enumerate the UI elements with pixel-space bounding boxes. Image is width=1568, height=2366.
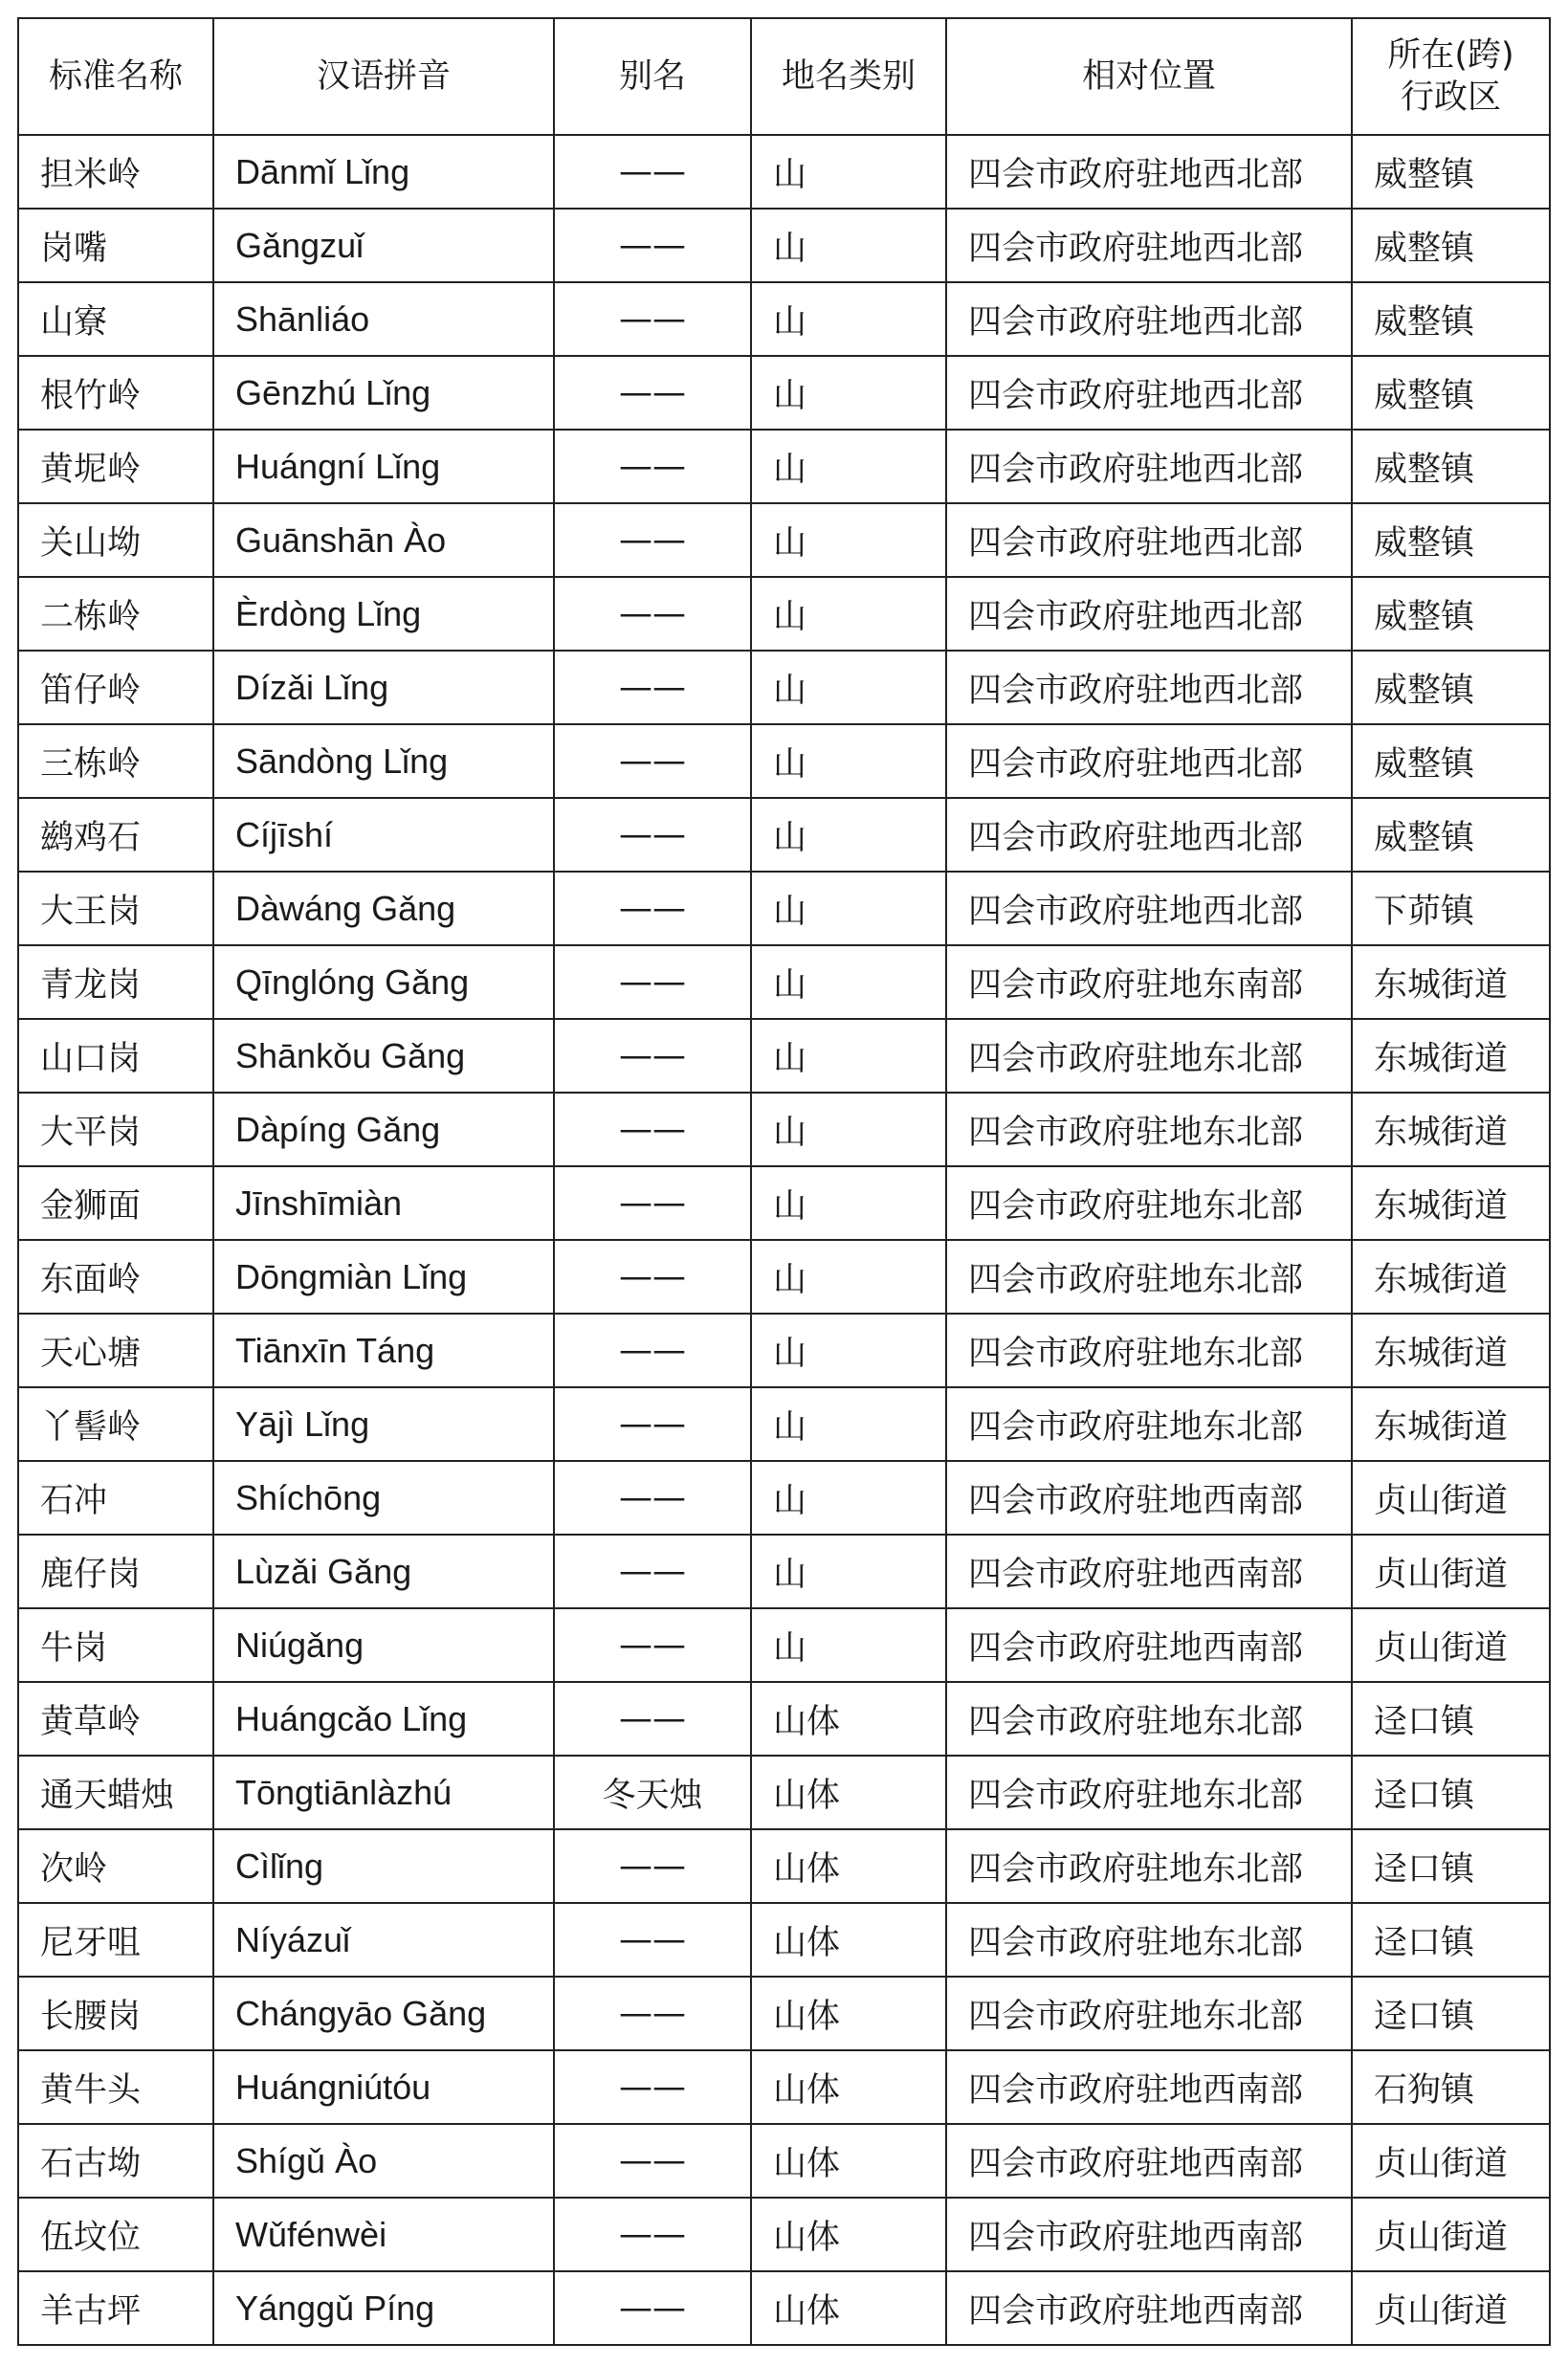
cell-position: 四会市政府驻地东北部 [946, 1314, 1352, 1387]
cell-district: 贞山街道 [1352, 2124, 1550, 2198]
cell-alias: —— [554, 1166, 751, 1240]
cell-category: 山 [751, 356, 946, 430]
cell-position: 四会市政府驻地西北部 [946, 872, 1352, 945]
table-row [18, 1019, 1550, 1093]
cell-position: 四会市政府驻地东北部 [946, 1977, 1352, 2050]
cell-pinyin: Dízǎi Lǐng [213, 651, 554, 724]
cell-district: 下茆镇 [1352, 872, 1550, 945]
cell-name: 青龙岗 [18, 945, 213, 1019]
cell-district: 东城街道 [1352, 1019, 1550, 1093]
cell-pinyin: Tiānxīn Táng [213, 1314, 554, 1387]
cell-name: 鹚鸡石 [18, 798, 213, 872]
cell-category: 山 [751, 872, 946, 945]
cell-alias: —— [554, 2198, 751, 2271]
header-category: 地名类别 [751, 18, 946, 135]
cell-pinyin: Niúgǎng [213, 1608, 554, 1682]
cell-alias: —— [554, 282, 751, 356]
cell-name: 鹿仔岗 [18, 1535, 213, 1608]
cell-pinyin: Chángyāo Gǎng [213, 1977, 554, 2050]
cell-pinyin: Huángní Lǐng [213, 430, 554, 503]
cell-category: 山 [751, 135, 946, 209]
cell-pinyin: Yājì Lǐng [213, 1387, 554, 1461]
table-row [18, 2271, 1550, 2345]
cell-name: 担米岭 [18, 135, 213, 209]
cell-category: 山 [751, 1019, 946, 1093]
header-position: 相对位置 [946, 18, 1352, 135]
cell-position: 四会市政府驻地西南部 [946, 1461, 1352, 1535]
cell-alias: —— [554, 798, 751, 872]
cell-position: 四会市政府驻地西南部 [946, 2124, 1352, 2198]
cell-name: 关山坳 [18, 503, 213, 577]
cell-name: 二栋岭 [18, 577, 213, 651]
cell-district: 东城街道 [1352, 1314, 1550, 1387]
table-row [18, 651, 1550, 724]
header-pinyin: 汉语拼音 [213, 18, 554, 135]
cell-alias: —— [554, 651, 751, 724]
cell-district: 东城街道 [1352, 1240, 1550, 1314]
cell-category: 山 [751, 1608, 946, 1682]
table-row [18, 135, 1550, 209]
cell-name: 大王岗 [18, 872, 213, 945]
cell-alias: —— [554, 724, 751, 798]
cell-alias: —— [554, 503, 751, 577]
cell-alias: —— [554, 430, 751, 503]
header-row [18, 18, 1550, 135]
cell-name: 山寮 [18, 282, 213, 356]
cell-alias: —— [554, 1608, 751, 1682]
cell-pinyin: Huángcǎo Lǐng [213, 1682, 554, 1756]
cell-pinyin: Lùzǎi Gǎng [213, 1535, 554, 1608]
table-row [18, 209, 1550, 282]
cell-category: 山 [751, 1314, 946, 1387]
cell-position: 四会市政府驻地西南部 [946, 2271, 1352, 2345]
cell-name: 岗嘴 [18, 209, 213, 282]
cell-position: 四会市政府驻地西北部 [946, 651, 1352, 724]
cell-alias: —— [554, 2271, 751, 2345]
table-row [18, 945, 1550, 1019]
cell-category: 山体 [751, 1829, 946, 1903]
cell-pinyin: Níyázuǐ [213, 1903, 554, 1977]
table-row [18, 1608, 1550, 1682]
cell-name: 黄牛头 [18, 2050, 213, 2124]
cell-pinyin: Huángniútóu [213, 2050, 554, 2124]
cell-name: 金狮面 [18, 1166, 213, 1240]
cell-category: 山体 [751, 2198, 946, 2271]
table-row [18, 724, 1550, 798]
table-row [18, 872, 1550, 945]
cell-district: 东城街道 [1352, 1387, 1550, 1461]
cell-pinyin: Dàwáng Gǎng [213, 872, 554, 945]
header-district [1352, 18, 1550, 135]
cell-pinyin: Guānshān Ào [213, 503, 554, 577]
cell-alias: —— [554, 1829, 751, 1903]
cell-alias: —— [554, 1682, 751, 1756]
cell-district: 东城街道 [1352, 1093, 1550, 1166]
cell-name: 长腰岗 [18, 1977, 213, 2050]
cell-name: 山口岗 [18, 1019, 213, 1093]
cell-position: 四会市政府驻地东南部 [946, 945, 1352, 1019]
cell-district: 威整镇 [1352, 651, 1550, 724]
cell-alias: —— [554, 1977, 751, 2050]
table-row [18, 1240, 1550, 1314]
cell-alias: —— [554, 209, 751, 282]
cell-position: 四会市政府驻地西北部 [946, 724, 1352, 798]
cell-pinyin: Èrdòng Lǐng [213, 577, 554, 651]
cell-category: 山 [751, 1093, 946, 1166]
cell-position: 四会市政府驻地东北部 [946, 1093, 1352, 1166]
cell-pinyin: Wǔfénwèi [213, 2198, 554, 2271]
cell-position: 四会市政府驻地西北部 [946, 209, 1352, 282]
cell-position: 四会市政府驻地东北部 [946, 1166, 1352, 1240]
cell-pinyin: Shānkǒu Gǎng [213, 1019, 554, 1093]
cell-pinyin: Sāndòng Lǐng [213, 724, 554, 798]
cell-district: 威整镇 [1352, 577, 1550, 651]
cell-alias: —— [554, 872, 751, 945]
cell-district: 迳口镇 [1352, 1829, 1550, 1903]
cell-position: 四会市政府驻地西南部 [946, 1608, 1352, 1682]
cell-alias: —— [554, 1314, 751, 1387]
cell-pinyin: Shíchōng [213, 1461, 554, 1535]
cell-district: 威整镇 [1352, 503, 1550, 577]
table-row [18, 1829, 1550, 1903]
cell-category: 山 [751, 503, 946, 577]
table-row [18, 1166, 1550, 1240]
cell-category: 山 [751, 651, 946, 724]
cell-position: 四会市政府驻地东北部 [946, 1240, 1352, 1314]
header-alias: 别名 [554, 18, 751, 135]
cell-district: 石狗镇 [1352, 2050, 1550, 2124]
cell-name: 石古坳 [18, 2124, 213, 2198]
table-row [18, 1977, 1550, 2050]
cell-category: 山 [751, 945, 946, 1019]
table-row [18, 1903, 1550, 1977]
cell-district: 威整镇 [1352, 798, 1550, 872]
cell-name: 通天蜡烛 [18, 1756, 213, 1829]
cell-alias: —— [554, 1019, 751, 1093]
cell-position: 四会市政府驻地东北部 [946, 1903, 1352, 1977]
cell-alias: —— [554, 135, 751, 209]
cell-category: 山 [751, 1240, 946, 1314]
cell-alias: —— [554, 1093, 751, 1166]
cell-pinyin: Jīnshīmiàn [213, 1166, 554, 1240]
cell-pinyin: Qīnglóng Gǎng [213, 945, 554, 1019]
table-row [18, 1461, 1550, 1535]
cell-pinyin: Shānliáo [213, 282, 554, 356]
header-name: 标准名称 [18, 18, 213, 135]
cell-category: 山 [751, 577, 946, 651]
cell-position: 四会市政府驻地西北部 [946, 577, 1352, 651]
cell-alias: —— [554, 1461, 751, 1535]
table-row [18, 798, 1550, 872]
cell-category: 山 [751, 430, 946, 503]
cell-alias: —— [554, 1535, 751, 1608]
cell-category: 山体 [751, 2050, 946, 2124]
cell-alias: —— [554, 2050, 751, 2124]
cell-position: 四会市政府驻地西北部 [946, 282, 1352, 356]
cell-category: 山 [751, 798, 946, 872]
cell-position: 四会市政府驻地西北部 [946, 503, 1352, 577]
cell-category: 山体 [751, 1682, 946, 1756]
cell-position: 四会市政府驻地东北部 [946, 1387, 1352, 1461]
table-row [18, 1387, 1550, 1461]
cell-alias: —— [554, 1387, 751, 1461]
cell-category: 山体 [751, 2124, 946, 2198]
cell-name: 次岭 [18, 1829, 213, 1903]
cell-pinyin: Dàpíng Gǎng [213, 1093, 554, 1166]
cell-category: 山 [751, 282, 946, 356]
cell-name: 根竹岭 [18, 356, 213, 430]
table-row [18, 577, 1550, 651]
cell-position: 四会市政府驻地西北部 [946, 135, 1352, 209]
cell-district: 威整镇 [1352, 356, 1550, 430]
cell-name: 黄草岭 [18, 1682, 213, 1756]
table-row [18, 430, 1550, 503]
cell-district: 威整镇 [1352, 282, 1550, 356]
table-row [18, 1093, 1550, 1166]
cell-name: 牛岗 [18, 1608, 213, 1682]
cell-district: 迳口镇 [1352, 1756, 1550, 1829]
table-row [18, 1756, 1550, 1829]
cell-alias: —— [554, 356, 751, 430]
cell-district: 迳口镇 [1352, 1682, 1550, 1756]
cell-alias: —— [554, 945, 751, 1019]
cell-position: 四会市政府驻地西南部 [946, 1535, 1352, 1608]
cell-pinyin: Yánggǔ Píng [213, 2271, 554, 2345]
cell-name: 天心塘 [18, 1314, 213, 1387]
cell-pinyin: Gēnzhú Lǐng [213, 356, 554, 430]
cell-alias: —— [554, 2124, 751, 2198]
cell-district: 贞山街道 [1352, 1535, 1550, 1608]
cell-name: 伍坟位 [18, 2198, 213, 2271]
cell-name: 尼牙咀 [18, 1903, 213, 1977]
cell-name: 黄坭岭 [18, 430, 213, 503]
cell-pinyin: Shígǔ Ào [213, 2124, 554, 2198]
cell-district: 迳口镇 [1352, 1903, 1550, 1977]
cell-name: 笛仔岭 [18, 651, 213, 724]
cell-name: 羊古坪 [18, 2271, 213, 2345]
cell-name: 石冲 [18, 1461, 213, 1535]
cell-position: 四会市政府驻地东北部 [946, 1019, 1352, 1093]
cell-district: 威整镇 [1352, 430, 1550, 503]
cell-position: 四会市政府驻地东北部 [946, 1682, 1352, 1756]
cell-district: 贞山街道 [1352, 2198, 1550, 2271]
cell-alias: —— [554, 1903, 751, 1977]
cell-category: 山 [751, 1387, 946, 1461]
cell-district: 威整镇 [1352, 135, 1550, 209]
table-row [18, 503, 1550, 577]
cell-district: 迳口镇 [1352, 1977, 1550, 2050]
cell-position: 四会市政府驻地西北部 [946, 430, 1352, 503]
cell-pinyin: Cìlǐng [213, 1829, 554, 1903]
cell-category: 山 [751, 209, 946, 282]
cell-name: 三栋岭 [18, 724, 213, 798]
cell-position: 四会市政府驻地东北部 [946, 1756, 1352, 1829]
cell-category: 山 [751, 1535, 946, 1608]
cell-category: 山 [751, 1166, 946, 1240]
cell-name: 大平岗 [18, 1093, 213, 1166]
cell-category: 山体 [751, 2271, 946, 2345]
cell-alias: —— [554, 1240, 751, 1314]
table-row [18, 2198, 1550, 2271]
cell-name: 东面岭 [18, 1240, 213, 1314]
header-district-line1: 所在(跨) [1387, 36, 1514, 75]
cell-district: 威整镇 [1352, 209, 1550, 282]
cell-district: 贞山街道 [1352, 2271, 1550, 2345]
cell-pinyin: Dōngmiàn Lǐng [213, 1240, 554, 1314]
cell-position: 四会市政府驻地西南部 [946, 2050, 1352, 2124]
cell-name: 丫髻岭 [18, 1387, 213, 1461]
table-row [18, 282, 1550, 356]
table-row [18, 2050, 1550, 2124]
cell-district: 威整镇 [1352, 724, 1550, 798]
cell-district: 东城街道 [1352, 1166, 1550, 1240]
cell-category: 山 [751, 1461, 946, 1535]
cell-pinyin: Dānmǐ Lǐng [213, 135, 554, 209]
table-row [18, 2124, 1550, 2198]
cell-alias: 冬天烛 [554, 1756, 751, 1829]
cell-district: 贞山街道 [1352, 1461, 1550, 1535]
table-row [18, 1682, 1550, 1756]
table-row [18, 1535, 1550, 1608]
place-name-table [17, 17, 1551, 2346]
cell-district: 东城街道 [1352, 945, 1550, 1019]
cell-pinyin: Tōngtiānlàzhú [213, 1756, 554, 1829]
cell-position: 四会市政府驻地东北部 [946, 1829, 1352, 1903]
table-row [18, 356, 1550, 430]
header-district-line2: 行政区 [1400, 78, 1501, 117]
table-row [18, 1314, 1550, 1387]
cell-district: 贞山街道 [1352, 1608, 1550, 1682]
cell-category: 山体 [751, 1977, 946, 2050]
cell-position: 四会市政府驻地西北部 [946, 356, 1352, 430]
cell-position: 四会市政府驻地西北部 [946, 798, 1352, 872]
cell-position: 四会市政府驻地西南部 [946, 2198, 1352, 2271]
cell-category: 山体 [751, 1756, 946, 1829]
cell-category: 山 [751, 724, 946, 798]
cell-alias: —— [554, 577, 751, 651]
cell-pinyin: Gǎngzuǐ [213, 209, 554, 282]
cell-pinyin: Cíjīshí [213, 798, 554, 872]
cell-category: 山体 [751, 1903, 946, 1977]
